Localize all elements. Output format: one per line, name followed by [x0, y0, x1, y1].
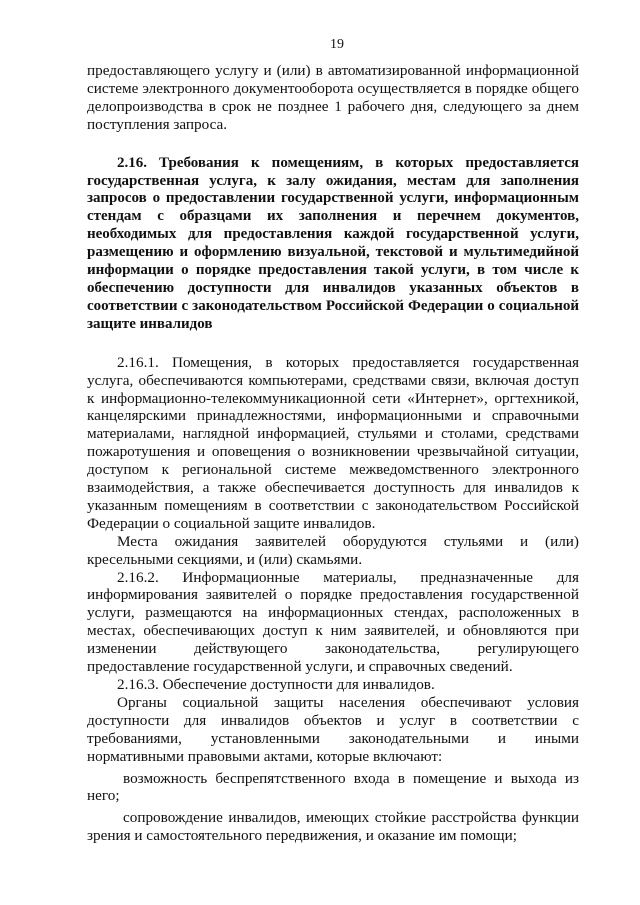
section-heading-2-16: 2.16. Требования к помещениям, в которых предоставляется государственная услуга, к залу ожидания, местам для заполнения запросов о предоставлении государственной услуги, информационным стендам с образцами их заполнения и перечнем документов, необходимых для предоставления каждой государственной услуги, размещению и оформлению визуальной, текстовой и мультимедийной информации о порядке предоставления такой услуги, в том числе к обеспечению доступности для инвалидов указанных объектов в соответствии с законодательством Российской Федерации о социальной защите инвалидов	[87, 154, 579, 332]
paragraph-escort-disabled: сопровождение инвалидов, имеющих стойкие расстройства функции зрения и самостоятельного передвижения, и оказание им помощи;	[87, 809, 579, 845]
paragraph-waiting-places: Места ожидания заявителей оборудуются стульями и (или) кресельными секциями, и (или) скамьями.	[87, 532, 579, 568]
paragraph-unobstructed-entry: возможность беспрепятственного входа в помещение и выхода из него;	[87, 769, 579, 805]
paragraph-2-16-2: 2.16.2. Информационные материалы, предназначенные для информирования заявителей о порядке предоставления государственной услуги, размещаются на информационных стендах, расположенных в местах, обеспечивающих доступ к ним заявителей, и обновляются при изменении действующего законодательства, регулирующего предоставление государственной услуги, и справочных сведений.	[87, 568, 579, 676]
paragraph-continuation: предоставляющего услугу и (или) в автоматизированной информационной системе электронного документооборота осуществляется в порядке общего делопроизводства в срок не позднее 1 рабочего дня, следующего за днем поступления запроса.	[87, 62, 579, 133]
paragraph-social-protection: Органы социальной защиты населения обеспечивают условия доступности для инвалидов объектов и услуг в соответствии с требованиями, установленными законодательными и иными нормативными правовыми актами, которые включают:	[87, 693, 579, 765]
paragraph-2-16-1: 2.16.1. Помещения, в которых предоставляется государственная услуга, обеспечиваются компьютерами, средствами связи, включая доступ к информационно-телекоммуникационной сети «Интернет», оргтехникой, канцелярскими принадлежностями, информационными и справочными материалами, наглядной информацией, стульями и столами, средствами пожаротушения и оповещения о возникновении чрезвычайной ситуации, доступом к региональной системе межведомственного электронного взаимодействия, а также обеспечивается доступность для инвалидов к указанным помещениям в соответствии с законодательством Российской Федерации о социальной защите инвалидов.	[87, 353, 579, 532]
document-page	[87, 36, 579, 845]
paragraph-2-16-3: 2.16.3. Обеспечение доступности для инвалидов.	[117, 676, 435, 693]
page-number: 19	[330, 37, 344, 52]
